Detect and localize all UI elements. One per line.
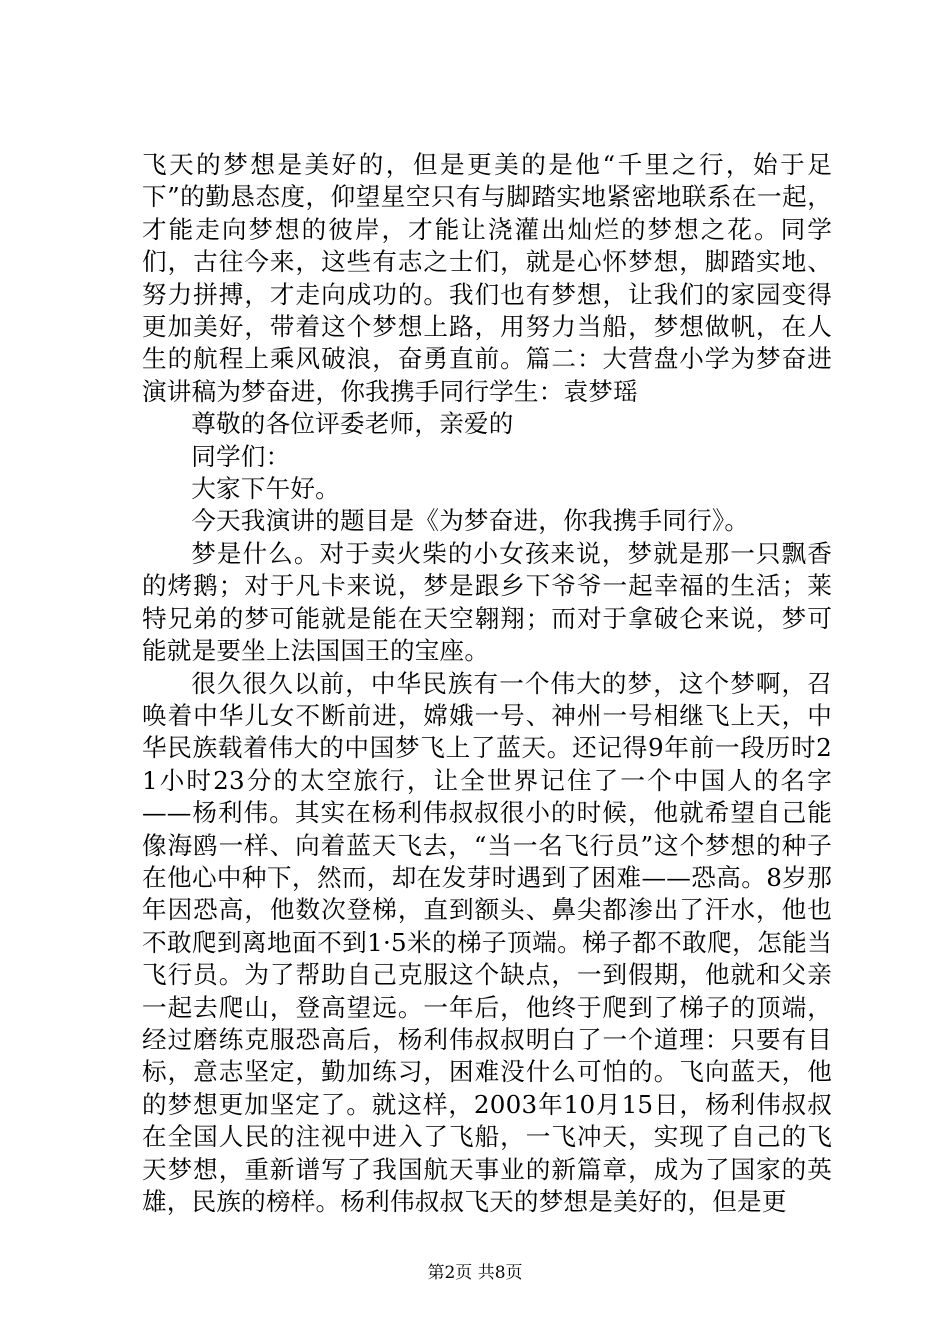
paragraph-4: 大家下午好。 [191,474,340,504]
paragraph-3: 同学们： [191,441,291,471]
page-number-footer: 第2页 共8页 [427,1263,523,1283]
paragraph-6: 梦是什么。对于卖火柴的小女孩来说，梦就是那一只飘香的烤鹅；对于凡卡来说，梦是跟乡下爷爷一起幸福的生活；莱特兄弟的梦可能就是能在天空翱翔；而对于拿破仑来说，梦可能就是要坐上法国国王的宝座。 [142,538,832,666]
document-body [142,149,832,1218]
paragraph-2: 尊敬的各位评委老师，亲爱的 [191,409,514,439]
paragraph-7: 很久很久以前，中华民族有一个伟大的梦，这个梦啊，召唤着中华儿女不断前进，嫦娥一号、神州一号相继飞上天，中华民族载着伟大的中国梦飞上了蓝天。还记得9年前一段历时21小时23分的太空旅行，让全世界记住了一个中国人的名字——杨利伟。其实在杨利伟叔叔很小的时候，他就希望自己能像海鸥一样、向着蓝天飞去，“当一名飞行员”这个梦想的种子在他心中种下，然而，却在发芽时遇到了困难——恐高。8岁那年因恐高，他数次登梯，直到额头、鼻尖都渗出了汗水，他也不敢爬到离地面不到1·5米的梯子顶端。梯子都不敢爬，怎能当飞行员。为了帮助自己克服这个缺点，一到假期，他就和父亲一起去爬山，登高望远。一年后，他终于爬到了梯子的顶端，经过磨练克服恐高后，杨利伟叔叔明白了一个道理：只要有目标，意志坚定，勤加练习，困难没什么可怕的。飞向蓝天，他的梦想更加坚定了。就这样，2003年10月15日，杨利伟叔叔在全国人民的注视中进入了飞船，一飞冲天，实现了自己的飞天梦想，重新谱写了我国航天事业的新篇章，成为了国家的英雄，民族的榜样。杨利伟叔叔飞天的梦想是美好的，但是更 [142,668,832,1216]
paragraph-1: 飞天的梦想是美好的，但是更美的是他“千里之行，始于足下”的勤恳态度，仰望星空只有与脚踏实地紧密地联系在一起，才能走向梦想的彼岸，才能让浇灌出灿烂的梦想之花。同学们，古往今来，这些有志之士们，就是心怀梦想，脚踏实地、努力拼搏，才走向成功的。我们也有梦想，让我们的家园变得更加美好，带着这个梦想上路，用努力当船，梦想做帆，在人生的航程上乘风破浪，奋勇直前。篇二：大营盘小学为梦奋进演讲稿为梦奋进，你我携手同行学生：袁梦瑶 [142,150,832,406]
paragraph-5: 今天我演讲的题目是《为梦奋进，你我携手同行》。 [191,506,750,536]
